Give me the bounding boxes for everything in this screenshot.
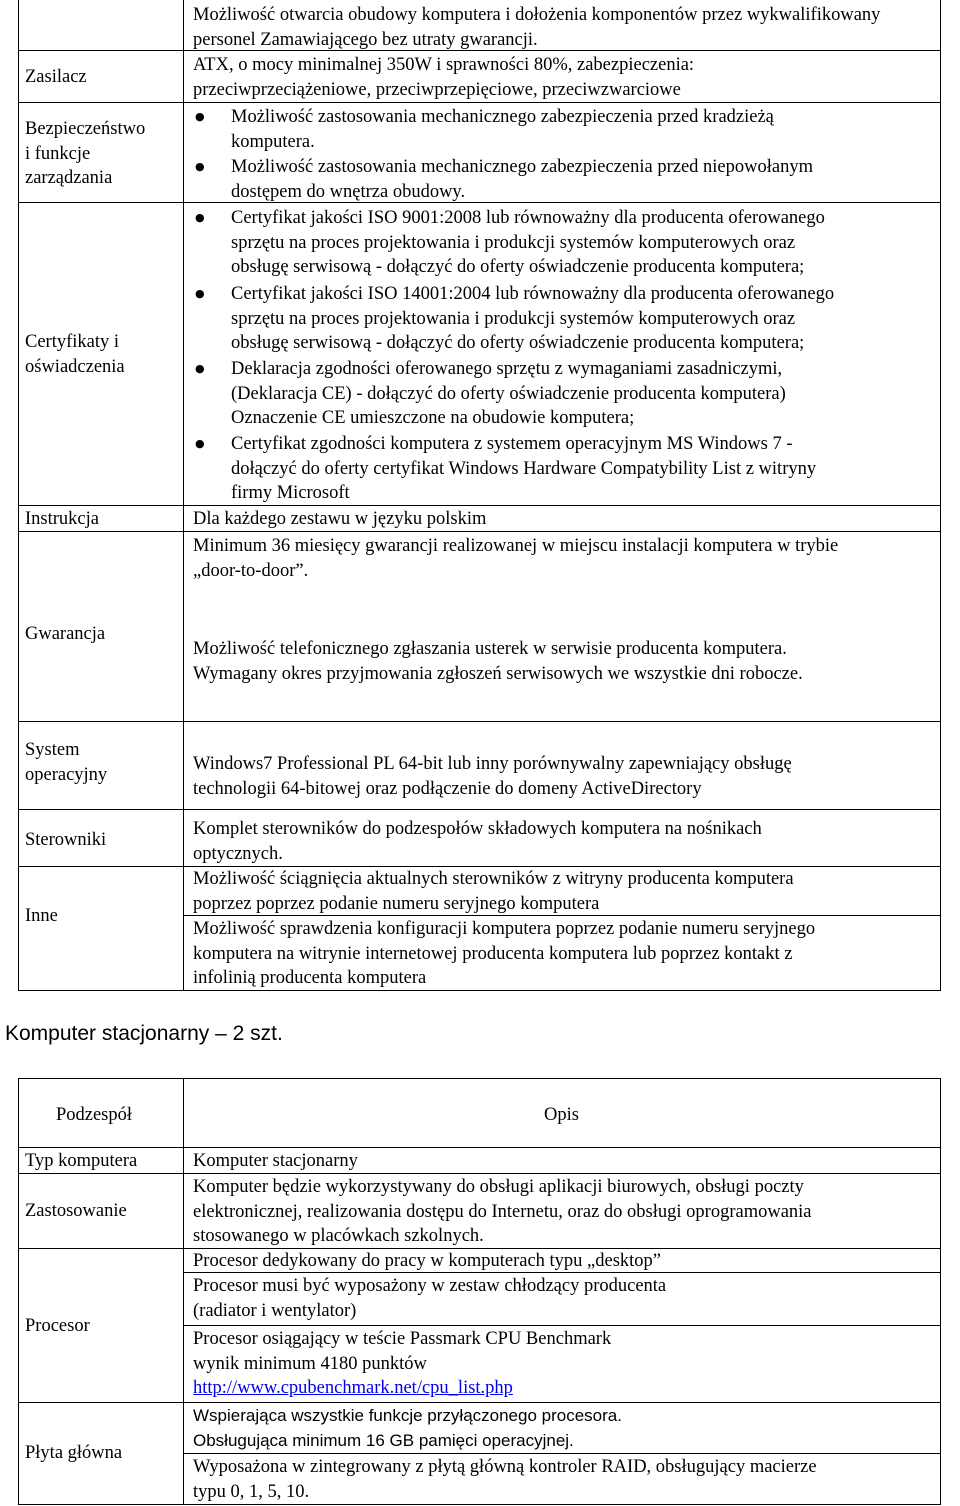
system-text: Windows7 Professional PL 64-bit lub inny porównywalny zapewniający obsługę technologii 64-bitowej oraz podłączenie do domeny ActiveDirectory [193, 754, 792, 799]
label-sterowniki: Sterowniki [25, 830, 107, 850]
sterowniki-text: Komplet sterowników do podzespołów składowych komputera na nośnikach optycznych. [193, 819, 762, 864]
cert-bullet-ce: ● Deklaracja zgodności oferowanego sprzętu z wymaganiami zasadniczymi, (Deklaracja CE) - dołączyć do oferty oświadczenie producenta komputera) Oznaczenie CE umieszczone na obudowie komputera; [195, 359, 786, 428]
label-certyfikaty: Certyfikaty i oświadczenia [25, 332, 125, 377]
gwarancja-text-1: Minimum 36 miesięcy gwarancji realizowanej w miejscu instalacji komputera w trybie „door-to-door”. [193, 536, 839, 581]
bullet-icon: ● [195, 211, 205, 224]
bullet-icon: ● [195, 110, 205, 123]
bullet-icon: ● [195, 362, 205, 375]
cert-bullet-iso9001: ● Certyfikat jakości ISO 9001:2008 lub równoważny dla producenta oferowanego sprzętu na proces projektowania i produkcji systemów komputerowych oraz obsługę serwisową - dołączyć do oferty oświadczenie producenta komputera; [195, 208, 825, 277]
psu-description: ATX, o mocy minimalnej 350W i sprawności 80%, zabezpieczenia: przeciwprzeciążeniowe, przeciwprzepięciowe, przeciwzwarciowe [193, 55, 695, 100]
label-plyta-glowna: Płyta główna [25, 1443, 123, 1463]
label-bezpieczenstwo: Bezpieczeństwo i funkcje zarządzania [25, 119, 146, 188]
header-opis: Opis [544, 1105, 579, 1125]
cpubenchmark-link[interactable]: http://www.cpubenchmark.net/cpu_list.php [193, 1378, 513, 1398]
bullet-icon: ● [195, 437, 205, 450]
zastosowanie-text: Komputer będzie wykorzystywany do obsługi aplikacji biurowych, obsługi poczty elektronicznej, realizowania dostępu do Internetu, oraz do obsługi oprogramowania stosowanego w placówkach szkolnych. [193, 1177, 812, 1246]
procesor-text-3: Procesor osiągający w teście Passmark CPU Benchmark wynik minimum 4180 punktów http://www.cpubenchmark.net/cpu_list.php [193, 1329, 612, 1398]
inne-text-2: Możliwość sprawdzenia konfiguracji komputera poprzez podanie numeru seryjnego komputera na witrynie internetowej producenta komputera lub poprzez kontakt z infolinią producenta komputera [193, 919, 816, 988]
label-gwarancja: Gwarancja [25, 624, 106, 644]
bezp-bullet-1: ● Możliwość zastosowania mechanicznego zabezpieczenia przed kradzieżą komputera. [195, 107, 774, 152]
bezp-bullet-2: ● Możliwość zastosowania mechanicznego zabezpieczenia przed niepowołanym dostępem do wnętrza obudowy. [195, 157, 813, 202]
plyta-text-1: Wspierająca wszystkie funkcje przyłączonego procesora. Obsługująca minimum 16 GB pamięci operacyjnej. [193, 1406, 622, 1450]
label-typ-komputera: Typ komputera [25, 1151, 138, 1171]
bullet-icon: ● [195, 287, 205, 300]
label-system: System operacyjny [25, 740, 108, 785]
cert-bullet-windows: ● Certyfikat zgodności komputera z systemem operacyjnym MS Windows 7 - dołączyć do oferty certyfikat Windows Hardware Compatybility List z witryny firmy Microsoft [195, 434, 817, 503]
cert-bullet-iso14001: ● Certyfikat jakości ISO 14001:2004 lub równoważny dla producenta oferowanego sprzętu na proces projektowania i produkcji systemów komputerowych oraz obsługę serwisową - dołączyć do oferty oświadczenie producenta komputera; [195, 284, 835, 353]
label-zasilacz: Zasilacz [25, 67, 87, 87]
t1-left-border [18, 0, 19, 991]
section-caption: Komputer stacjonarny – 2 szt. [5, 1022, 283, 1045]
gwarancja-text-2: Możliwość telefonicznego zgłaszania usterek w serwisie producenta komputera. Wymagany okres przyjmowania zgłoszeń serwisowych we wszystkie dni robocze. [193, 639, 803, 684]
procesor-text-2: Procesor musi być wyposażony w zestaw chłodzący producenta (radiator i wentylator) [193, 1276, 667, 1321]
label-inne: Inne [25, 906, 58, 926]
label-instrukcja: Instrukcja [25, 509, 99, 529]
t1-col-divider [183, 0, 184, 991]
bullet-icon: ● [195, 160, 205, 173]
plyta-text-2: Wyposażona w zintegrowany z płytą główną kontroler RAID, obsługujący macierze typu 0, 1, 5, 10. [193, 1457, 817, 1502]
instrukcja-text: Dla każdego zestawu w języku polskim [193, 509, 487, 529]
header-podzespol: Podzespół [55, 1105, 133, 1125]
case-opening-text: Możliwość otwarcia obudowy komputera i dołożenia komponentów przez wykwalifikowany personel Zamawiającego bez utraty gwarancji. [193, 5, 881, 50]
label-zastosowanie: Zastosowanie [25, 1201, 127, 1221]
typ-komputera-text: Komputer stacjonarny [193, 1151, 358, 1171]
procesor-text-1: Procesor dedykowany do pracy w komputerach typu „desktop” [193, 1251, 662, 1271]
inne-text-1: Możliwość ściągnięcia aktualnych sterowników z witryny producenta komputera poprzez poprzez podanie numeru seryjnego komputera [193, 869, 794, 914]
label-procesor: Procesor [25, 1316, 90, 1336]
